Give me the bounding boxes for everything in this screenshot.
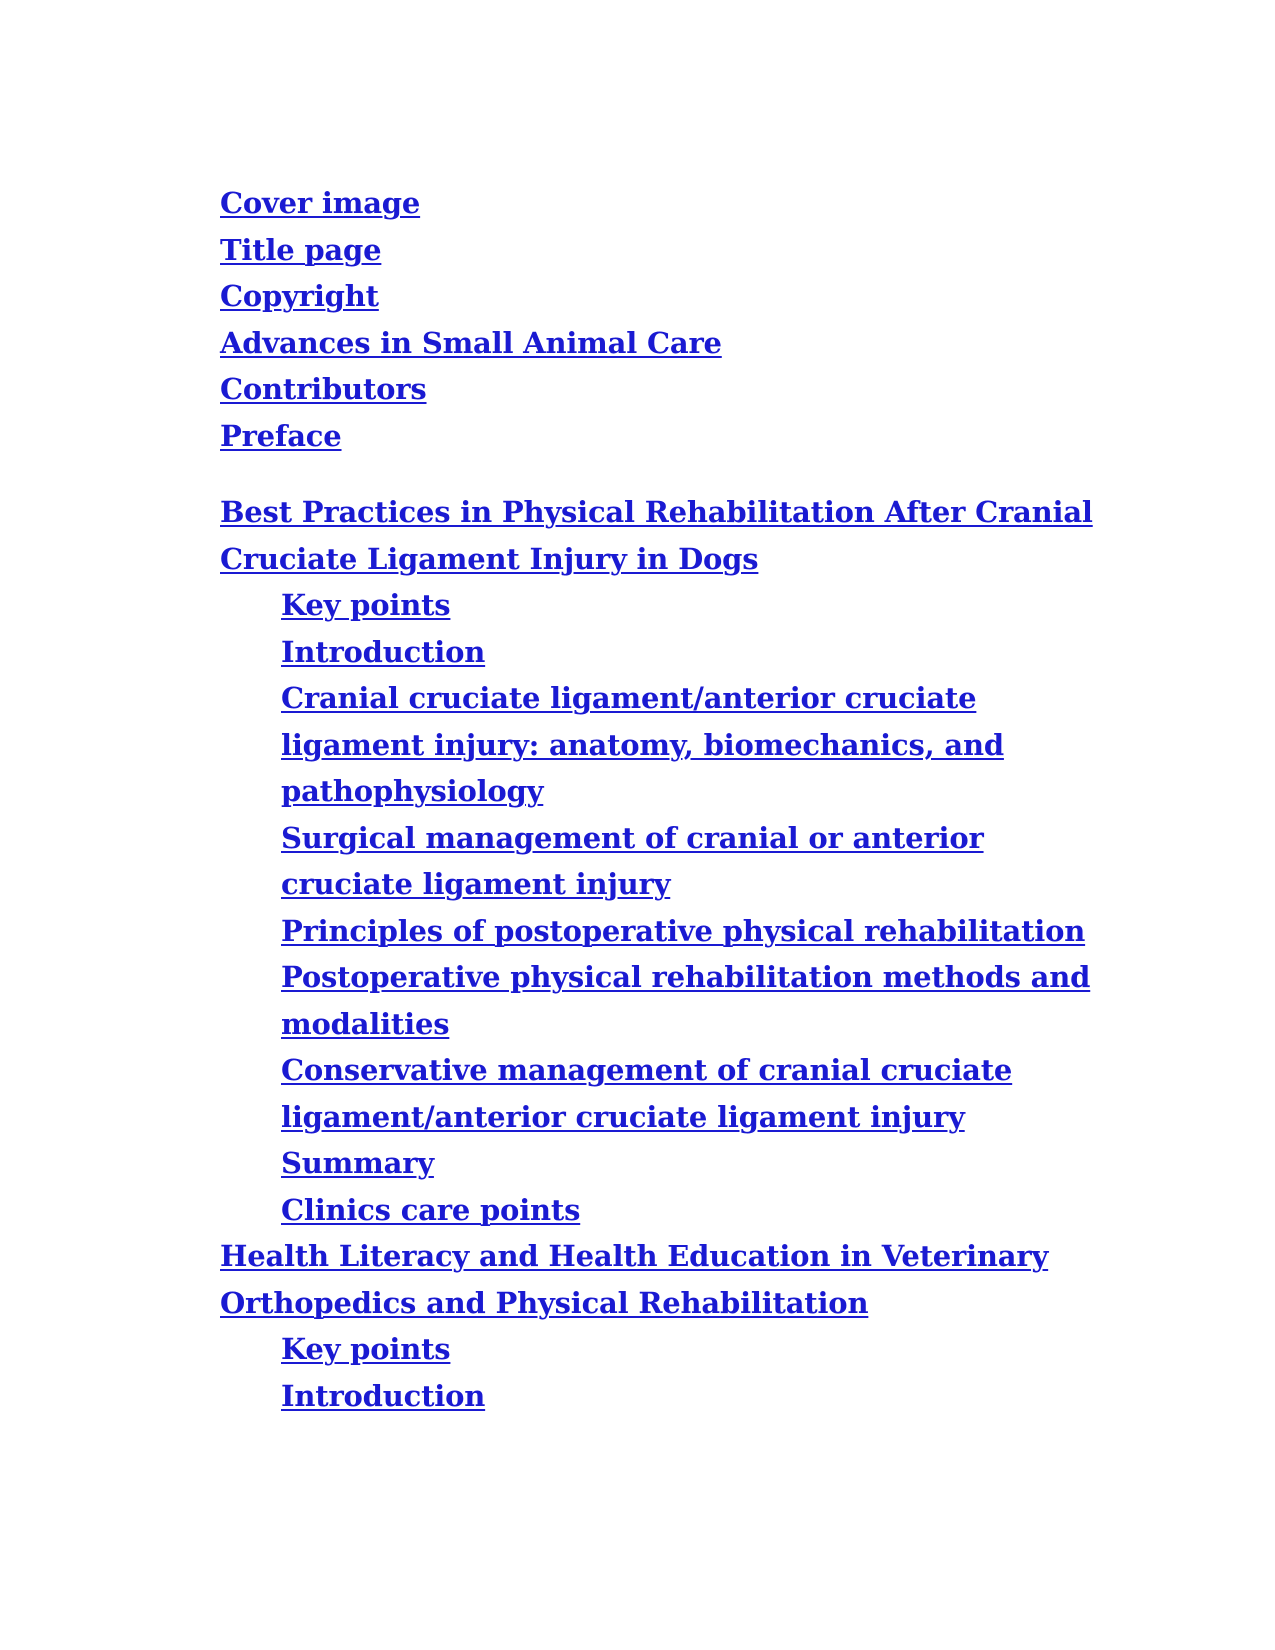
toc-link-title-page[interactable]: Title page xyxy=(220,232,382,267)
toc-link-article-1-methods[interactable]: Postoperative physical rehabilitation methods and modalities xyxy=(281,960,1091,1041)
toc-link-article-2[interactable]: Health Literacy and Health Education in Veterinary Orthopedics and Physical Rehabilitation xyxy=(220,1239,1049,1320)
toc-link-article-1-anatomy[interactable]: Cranial cruciate ligament/anterior cruciate ligament injury: anatomy, biomechanics, and pathophysiology xyxy=(281,681,1004,808)
table-of-contents xyxy=(220,180,1100,1419)
toc-link-article-1-introduction[interactable]: Introduction xyxy=(281,634,486,669)
toc-link-article-1-surgical-management[interactable]: Surgical management of cranial or anterior cruciate ligament injury xyxy=(281,820,984,901)
toc-link-article-1-key-points[interactable]: Key points xyxy=(281,588,451,622)
toc-link-contributors[interactable]: Contributors xyxy=(220,372,427,406)
toc-link-article-2-key-points[interactable]: Key points xyxy=(281,1332,451,1366)
toc-link-copyright[interactable]: Copyright xyxy=(220,279,379,313)
toc-link-cover-image[interactable]: Cover image xyxy=(220,186,421,220)
toc-link-article-1-clinics-care-points[interactable]: Clinics care points xyxy=(281,1192,581,1227)
toc-link-advances[interactable]: Advances in Small Animal Care xyxy=(220,325,722,360)
toc-link-article-1-conservative[interactable]: Conservative management of cranial cruciate ligament/anterior cruciate ligament injury xyxy=(281,1053,1013,1134)
toc-link-article-1-principles[interactable]: Principles of postoperative physical rehabilitation xyxy=(281,913,1086,948)
toc-link-preface[interactable]: Preface xyxy=(220,418,342,453)
toc-link-article-1-summary[interactable]: Summary xyxy=(281,1146,434,1180)
toc-link-article-1[interactable]: Best Practices in Physical Rehabilitation After Cranial Cruciate Ligament Injury in Dogs xyxy=(220,495,1093,576)
toc-link-article-2-introduction[interactable]: Introduction xyxy=(281,1378,486,1413)
